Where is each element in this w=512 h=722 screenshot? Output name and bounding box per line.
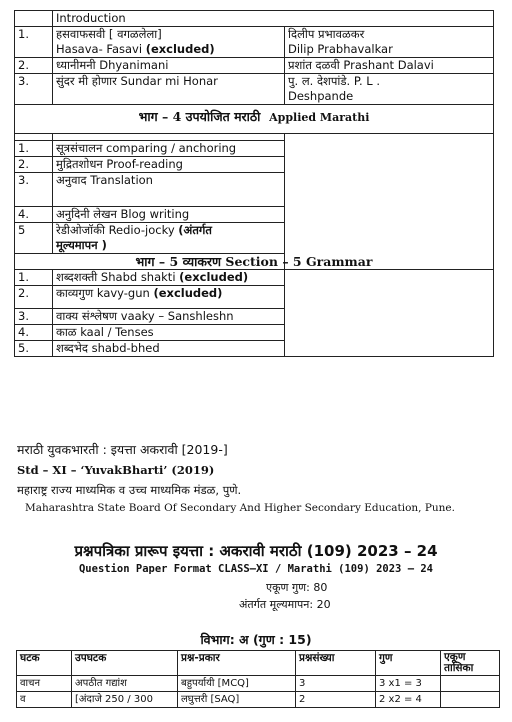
table-row: 4. अनुदिनी लेखन Blog writing [15, 207, 494, 223]
internal-marks: अंतर्गत मूल्यमापन: 20 [239, 598, 331, 611]
table-row: व [अंदाजे 250 / 300 लघुत्तरी [SAQ] 2 2 x2 = 4 [17, 692, 500, 708]
marks-table [16, 650, 500, 708]
table-row: 1. हसवाफसवी [ वगळलेला] Hasava- Fasavi (excluded) दिलीप प्रभावळकर Dilip Prabhavalkar [15, 27, 494, 58]
table-row: 3. सुंदर मी होणार Sundar mi Honar पु. ल. देशपांडे. P. L . Deshpande [15, 74, 494, 105]
table-row: 5. शब्दभेद shabd-bhed [15, 341, 494, 357]
table-row: 3. वाक्य संश्लेषण vaaky – Sanshleshn [15, 309, 494, 325]
syllabus-table [14, 10, 494, 357]
intro-row [15, 11, 494, 27]
table-row: 2. ध्यानीमनी Dhyanimani प्रशांत दळवी Prashant Dalavi [15, 58, 494, 74]
textbook-title-en: Std – XI – ‘YuvakBharti’ (2019) [17, 463, 215, 477]
table-row: 3. अनुवाद Translation [15, 173, 494, 207]
board-name-mr: महाराष्ट्र राज्य माध्यमिक व उच्च माध्यमिक मंडळ, पुणे. [17, 483, 242, 497]
textbook-title-mr: मराठी युवकभारती : इयत्ता अकरावी [2019-] [17, 442, 228, 457]
intro-label: Introduction [53, 11, 494, 27]
section-heading: विभाग: अ (गुण : 15) [200, 632, 312, 647]
marks-table-header: घटक उपघटक प्रश्न-प्रकार प्रश्नसंख्या गुण एकूण तासिका [17, 651, 500, 676]
table-row: 2. मुद्रितशोधन Proof-reading [15, 157, 494, 173]
section-5-banner: भाग – 5 व्याकरण Section – 5 Grammar [15, 254, 494, 270]
paper-title: प्रश्नपत्रिका प्रारूप इयत्ता : अकरावी मराठी (109) 2023 – 24 [74, 542, 438, 560]
paper-subtitle: Question Paper Format CLASS–XI / Marathi (109) 2023 – 24 [78, 563, 433, 575]
table-row: 1. सूत्रसंचालन comparing / anchoring [15, 141, 494, 157]
table-row: वाचन अपठीत गद्यांश बहुपर्यायी [MCQ] 3 3 x1 = 3 [17, 676, 500, 692]
board-name-en: Maharashtra State Board Of Secondary And Higher Secondary Education, Pune. [25, 502, 455, 514]
table-row: 5 रेडीओजॉकी Redio-jocky (अंतर्गत मूल्यमापन ) [15, 223, 494, 254]
table-row: 2. काव्यगुण kavy-gun (excluded) [15, 286, 494, 309]
table-row: 1. शब्दशक्ती Shabd shakti (excluded) [15, 270, 494, 286]
section-4-banner: भाग – 4 उपयोजित मराठी Applied Marathi [15, 105, 494, 134]
table-row: 4. काळ kaal / Tenses [15, 325, 494, 341]
total-marks: एकूण गुण: 80 [266, 581, 328, 594]
